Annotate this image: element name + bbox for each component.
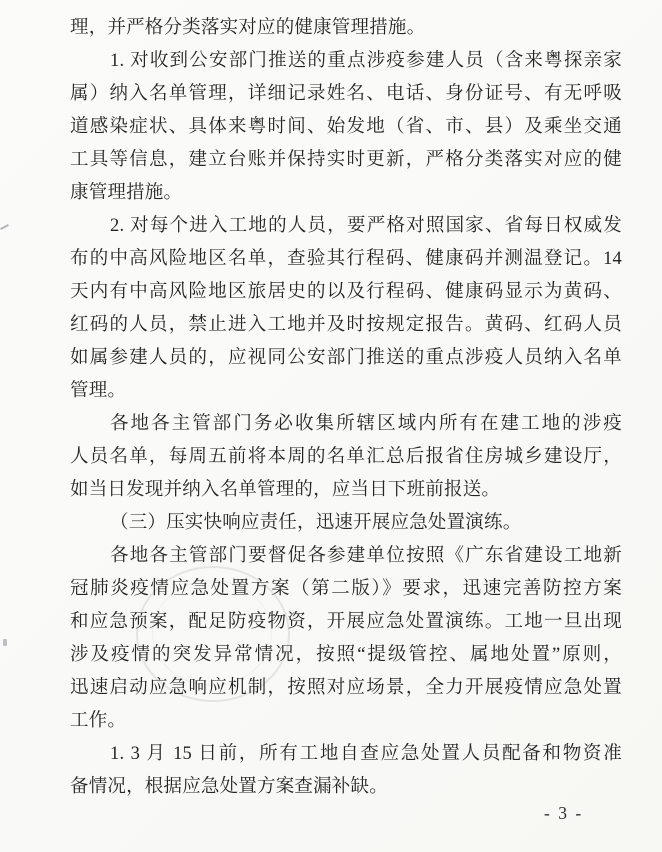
text-line: 涉及疫情的突发异常情况，按照“提级管控、属地处置”原则， (70, 645, 622, 665)
text-line: 天内有中高风险地区旅居史的以及行程码、健康码显示为黄码、 (70, 282, 622, 302)
text-line: 工具等信息，建立台账并保持实时更新，严格分类落实对应的健 (70, 150, 622, 170)
text-line: 和应急预案，配足防疫物资，开展应急处置演练。工地一旦出现 (70, 612, 622, 632)
text-line: 理，并严格分类落实对应的健康管理措施。 (70, 18, 426, 38)
page-number: - 3 - (544, 803, 584, 823)
text-line: 管理。 (70, 381, 127, 401)
text-line: 2. 对每个进入工地的人员，要严格对照国家、省每日权威发 (110, 216, 622, 236)
text-line: 布的中高风险地区名单，查验其行程码、健康码并测温登记。14 (70, 249, 622, 269)
text-line: 如属参建人员的，应视同公安部门推送的重点涉疫人员纳入名单 (70, 348, 622, 368)
text-line: 1. 3 月 15 日前，所有工地自查应急处置人员配备和物资准 (110, 744, 622, 764)
text-line: 红码的人员，禁止进入工地并及时按规定报告。黄码、红码人员 (70, 315, 622, 335)
text-line: （三）压实快响应责任，迅速开展应急处置演练。 (110, 513, 522, 533)
text-line: 工作。 (70, 711, 127, 731)
text-line: 各地各主管部门务必收集所辖区域内所有在建工地的涉疫 (110, 414, 622, 434)
text-line: 各地各主管部门要督促各参建单位按照《广东省建设工地新 (110, 546, 622, 566)
text-line: 如当日发现并纳入名单管理的，应当日下班前报送。 (70, 480, 501, 500)
text-line: 康管理措施。 (70, 183, 183, 203)
text-line: 人员名单，每周五前将本周的名单汇总后报省住房城乡建设厅， (70, 447, 622, 467)
text-line: 冠肺炎疫情应急处置方案（第二版）》要求，迅速完善防控方案 (70, 579, 622, 599)
text-line: 备情况，根据应急处置方案查漏补缺。 (70, 777, 388, 797)
scan-artifact-mark (0, 224, 9, 230)
text-line: 道感染症状、具体来粤时间、始发地（省、市、县）及乘坐交通 (70, 117, 622, 137)
scan-artifact-mark (3, 639, 7, 646)
text-line: 1. 对收到公安部门推送的重点涉疫参建人员（含来粤探亲家 (110, 51, 622, 71)
document-body (70, 12, 622, 804)
text-line: 属）纳入名单管理，详细记录姓名、电话、身份证号、有无呼吸 (70, 84, 622, 104)
text-line: 迅速启动应急响应机制，按照对应场景，全力开展疫情应急处置 (70, 678, 622, 698)
